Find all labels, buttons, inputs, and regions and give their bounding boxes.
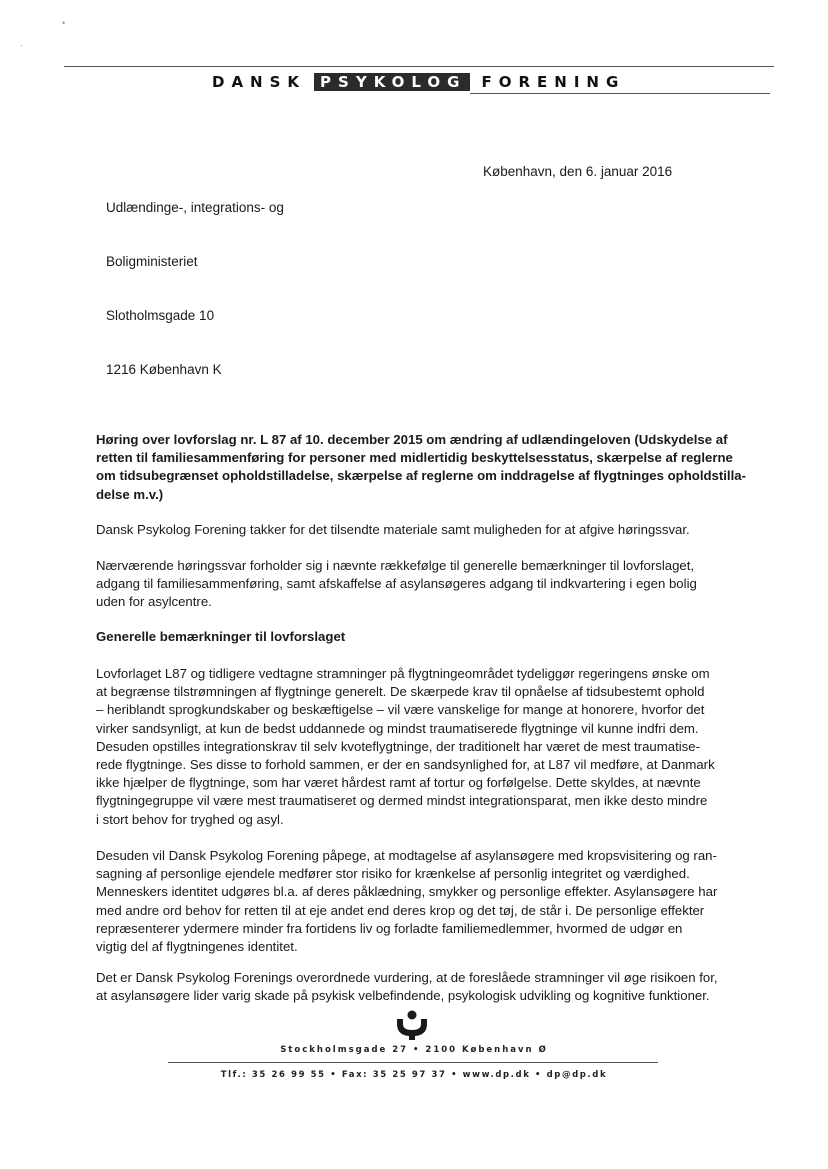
text-line: uden for asylcentre. bbox=[96, 594, 212, 610]
paragraph-intro bbox=[96, 521, 736, 539]
recipient-address bbox=[106, 163, 284, 397]
text-line: Dansk Psykolog Forening takker for det tilsendte materiale samt muligheden for at afgive høringssvar. bbox=[96, 522, 690, 537]
address-line: 1216 København K bbox=[106, 362, 222, 377]
text-line: at begrænse tilstrømningen af flygtninge generelt. De skærpede krav til opnåelse af tidsubestemt ophold bbox=[96, 684, 705, 700]
address-line: Slotholmsgade 10 bbox=[106, 308, 215, 323]
letterhead-forening: FORENING bbox=[481, 73, 626, 91]
footer-contact: Tlf.: 35 26 99 55 • Fax: 35 25 97 37 • www.dp.dk • dp@dp.dk bbox=[220, 1070, 608, 1080]
text-line: ikke hjælper de flygtninge, som har været hårdest ramt af tortur og forfølgelse. Dette skyldes, at nævnte bbox=[96, 775, 701, 791]
text-line: delse m.v.) bbox=[96, 486, 164, 502]
text-line: rede flygtninge. Ses disse to forhold sammen, er der en sandsynlighed for, at L87 vil medføre, at Danmark bbox=[96, 757, 715, 773]
text-line: at asylansøgere lider varig skade på psykisk velbefindende, psykologisk udvikling og kognitive funktioner. bbox=[96, 988, 710, 1004]
text-line: Nærværende høringssvar forholder sig i nævnte rækkefølge til generelle bemærkninger til lovforslaget, bbox=[96, 558, 695, 573]
text-line: sagning af personlige ejendele medfører stor risiko for krænkelse af personlig integritet og værdighed. bbox=[96, 866, 690, 882]
text-line: retten til familiesammenføring for personer med midlertidig beskyttelsesstatus, skærpelse af reglerne bbox=[96, 450, 733, 466]
text-line: Menneskers identitet udgøres bl.a. af deres påklædning, smykker og personlige effekter. Asylansøgere har bbox=[96, 884, 718, 900]
footer-address: Stockholmsgade 27 • 2100 København Ø bbox=[280, 1045, 548, 1055]
psi-logo-icon bbox=[395, 1010, 429, 1040]
text-line: vigtig del af flygtningenes identitet. bbox=[96, 939, 298, 955]
paragraph-general bbox=[96, 665, 736, 829]
text-line: om tidsubegrænset opholdstilladelse, skærpelse af reglerne om inddragelse af flygtninges opholdstilla- bbox=[96, 468, 746, 484]
text-line: med andre ord behov for retten til at eje andet end deres krop og det tøj, de står i. De personlige effekter bbox=[96, 902, 705, 918]
address-line: Udlændinge-, integrations- og bbox=[106, 200, 284, 215]
text-line: Desuden opstilles integrationskrav til selv kvoteflygtninge, der traditionelt har været de mest traumatise- bbox=[96, 738, 700, 754]
header-bottom-rule bbox=[470, 93, 770, 94]
letter-date: København, den 6. januar 2016 bbox=[483, 164, 673, 179]
scan-mark-icon: · bbox=[20, 40, 23, 50]
paragraph-integrity bbox=[96, 847, 736, 956]
text-line: Lovforlaget L87 og tidligere vedtagne stramninger på flygtningeområdet tydeliggør regeringens ønske om bbox=[96, 666, 710, 681]
header-top-rule bbox=[64, 66, 774, 67]
letterhead bbox=[212, 72, 625, 92]
text-line: i stort behov for tryghed og asyl. bbox=[96, 811, 284, 827]
text-line: Desuden vil Dansk Psykolog Forening påpege, at modtagelse af asylansøgere med kropsvisitering og ran- bbox=[96, 848, 717, 863]
text-line: adgang til familiesammenføring, samt afskaffelse af asylansøgeres adgang til indkvartering i egen bolig bbox=[96, 576, 697, 592]
letterhead-dansk: DANSK bbox=[212, 73, 307, 91]
letterhead-psykolog: PSYKOLOG bbox=[314, 73, 469, 91]
text-line: repræsenterer ydermere minder fra fortidens liv og forladte familiemedlemmer, hvormed de udgør en bbox=[96, 920, 683, 936]
paragraph-conclusion bbox=[96, 969, 736, 1005]
address-line: Boligministeriet bbox=[106, 254, 198, 269]
text-line: – heriblandt sprogkundskaber og beskæftigelse – vil være vanskelige for mange at honorere, hvorfor det bbox=[96, 702, 705, 718]
text-line: flygtningegruppe vil være mest traumatiseret og dermed mindst integrationsparat, men ikke desto mindre bbox=[96, 793, 708, 809]
text-line: Høring over lovforslag nr. L 87 af 10. december 2015 om ændring af udlændingeloven (Udskydelse af bbox=[96, 432, 728, 447]
footer-rule bbox=[168, 1062, 658, 1063]
section-title: Generelle bemærkninger til lovforslaget bbox=[96, 629, 346, 644]
subject-heading bbox=[96, 431, 746, 504]
scan-mark-icon: • bbox=[62, 18, 66, 28]
text-line: Det er Dansk Psykolog Forenings overordnede vurdering, at de foreslåede stramninger vil øge risikoen for, bbox=[96, 970, 718, 985]
text-line: virker sandsynligt, at kun de bedst uddannede og mindst traumatiserede flygtninge vil kunne indfri dem. bbox=[96, 720, 699, 736]
paragraph-scope bbox=[96, 557, 736, 612]
